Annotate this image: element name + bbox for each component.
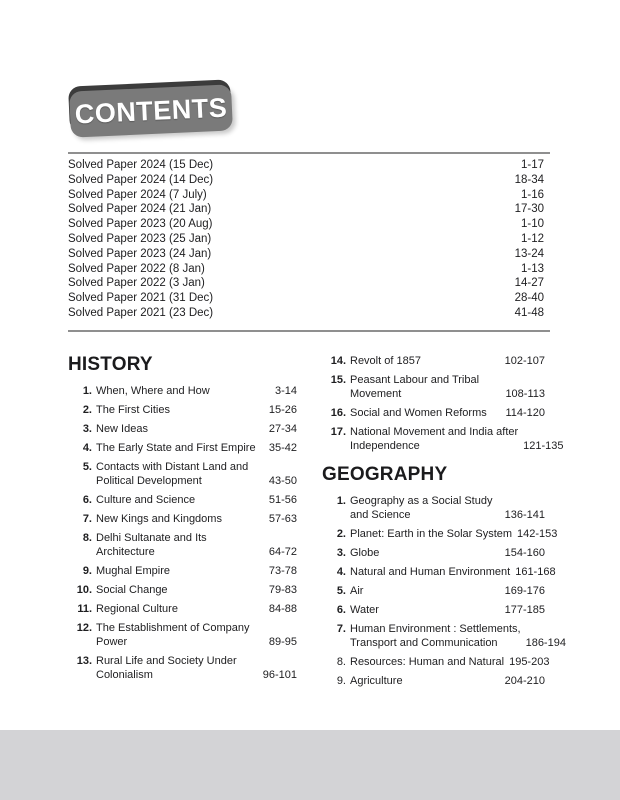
toc-item-title-line: Culture and Science (96, 494, 196, 506)
solved-paper-row (68, 202, 550, 217)
toc-item-pages: 15-26 (268, 404, 297, 416)
solved-papers-divider-bottom (68, 330, 550, 332)
toc-item-title-line: Agriculture (350, 675, 403, 687)
toc-item (68, 403, 297, 417)
toc-item (322, 373, 545, 401)
toc-item-pages: 169-176 (504, 585, 545, 597)
toc-item-pages: 121-135 (523, 440, 564, 452)
toc-item-number: 11. (77, 603, 92, 615)
toc-item-number: 3. (336, 547, 346, 559)
toc-item-title (96, 460, 264, 488)
contents-badge (70, 88, 232, 134)
solved-paper-title: Solved Paper 2022 (8 Jan) (68, 262, 205, 275)
solved-paper-pages: 28-40 (514, 292, 544, 305)
toc-item-title-line: Rural Life and Society Under (96, 655, 237, 667)
toc-item (68, 460, 297, 488)
solved-paper-pages: 18-34 (514, 173, 544, 186)
toc-item-number: 12. (76, 622, 92, 634)
toc-item-pages: 96-101 (262, 669, 297, 681)
toc-item-number: 8. (336, 656, 346, 668)
solved-paper-pages: 1-10 (520, 218, 544, 231)
toc-item-number: 9. (82, 565, 92, 577)
toc-item-pages: 64-72 (268, 546, 297, 558)
toc-item (322, 406, 545, 420)
toc-item-pages: 79-83 (268, 584, 297, 596)
solved-paper-pages: 17-30 (514, 203, 544, 216)
toc-item-pages: 3-14 (274, 385, 297, 397)
toc-item-title-line: New Kings and Kingdoms (96, 513, 222, 525)
toc-item-pages: 154-160 (504, 547, 545, 559)
toc-item-number: 5. (82, 461, 92, 473)
toc-item (322, 622, 566, 650)
toc-item-title-line: Colonialism (96, 669, 153, 681)
toc-item-title-line: Peasant Labour and Tribal (350, 374, 480, 386)
toc-item-title-line: Natural and Human Environment (350, 566, 511, 578)
solved-paper-title: Solved Paper 2024 (14 Dec) (68, 173, 214, 186)
toc-item-title (350, 674, 500, 688)
section-heading-history: HISTORY (68, 354, 153, 375)
toc-item-title (96, 654, 258, 682)
toc-column-right (322, 354, 566, 693)
toc-item-pages: 195-203 (509, 656, 550, 668)
toc-item-pages: 204-210 (504, 675, 545, 687)
toc-item (68, 583, 297, 597)
toc-item (322, 494, 545, 522)
toc-item-number: 2. (336, 528, 346, 540)
toc-item-number: 7. (82, 513, 92, 525)
toc-item-title-line: New Ideas (96, 423, 148, 435)
toc-item-title-line: Social and Women Reforms (350, 407, 487, 419)
toc-item-pages: 136-141 (504, 509, 545, 521)
toc-item-number: 7. (336, 623, 346, 635)
toc-item-title-line: Water (350, 604, 379, 616)
toc-item-title (96, 564, 264, 578)
solved-paper-title: Solved Paper 2023 (24 Jan) (68, 247, 212, 260)
toc-item-title (350, 494, 500, 522)
toc-item-title (350, 655, 504, 669)
toc-item-title-line: The First Cities (96, 404, 170, 416)
toc-item-pages: 27-34 (268, 423, 297, 435)
toc-item (68, 441, 297, 455)
toc-item-number: 2. (82, 404, 92, 416)
toc-item-title (96, 422, 264, 436)
toc-item-title (350, 622, 521, 650)
toc-item (322, 655, 550, 669)
toc-item (68, 422, 297, 436)
toc-columns (68, 354, 566, 693)
solved-paper-pages: 1-16 (520, 188, 544, 201)
solved-paper-row (68, 276, 550, 291)
toc-item-number: 17. (330, 426, 346, 438)
solved-paper-pages: 14-27 (514, 277, 544, 290)
toc-item-title (350, 425, 518, 453)
toc-item-title-line: Planet: Earth in the Solar System (350, 528, 513, 540)
solved-papers-divider-top (68, 152, 550, 154)
toc-column-left (68, 354, 297, 693)
toc-item-title-line: Movement (350, 388, 402, 400)
toc-item-pages: 114-120 (505, 407, 545, 419)
toc-item-pages: 161-168 (515, 566, 556, 578)
toc-item (322, 603, 545, 617)
toc-item-title (350, 406, 500, 420)
toc-item-title-line: Human Environment : Settlements, (350, 623, 521, 635)
solved-paper-title: Solved Paper 2021 (31 Dec) (68, 292, 214, 305)
toc-item-title-line: Resources: Human and Natural (350, 656, 505, 668)
solved-paper-pages: 13-24 (514, 247, 544, 260)
toc-item (322, 565, 556, 579)
solved-paper-title: Solved Paper 2024 (15 Dec) (68, 159, 214, 171)
toc-item-number: 9. (336, 675, 346, 687)
toc-item-pages: 84-88 (268, 603, 297, 615)
toc-item-title-line: National Movement and India after (350, 426, 519, 438)
toc-item-number: 1. (82, 385, 92, 397)
solved-paper-row (68, 158, 550, 173)
toc-item-number: 13. (76, 655, 92, 667)
solved-paper-title: Solved Paper 2023 (20 Aug) (68, 218, 213, 231)
toc-item-title-line: Regional Culture (96, 603, 178, 615)
solved-paper-pages: 1-13 (520, 262, 544, 275)
toc-item-title (350, 584, 500, 598)
toc-item-title (96, 512, 264, 526)
toc-item-pages: 73-78 (268, 565, 297, 577)
solved-paper-pages: 1-12 (520, 232, 544, 245)
solved-paper-title: Solved Paper 2024 (7 July) (68, 188, 207, 201)
toc-item (68, 384, 297, 398)
toc-item (322, 527, 558, 541)
toc-item (68, 654, 297, 682)
toc-item-number: 16. (330, 407, 346, 419)
toc-item-title-line: Geography as a Social Study (350, 495, 493, 507)
toc-item (68, 512, 297, 526)
toc-item-pages: 89-95 (268, 636, 297, 648)
toc-item (68, 602, 297, 616)
solved-paper-row (68, 306, 550, 321)
toc-item-title (96, 493, 264, 507)
toc-item (68, 531, 297, 559)
toc-item-title (96, 403, 264, 417)
solved-paper-title: Solved Paper 2024 (21 Jan) (68, 203, 212, 216)
solved-paper-pages: 1-17 (520, 159, 544, 171)
toc-item-number: 6. (336, 604, 346, 616)
toc-item-title (350, 527, 512, 541)
toc-item-pages: 57-63 (268, 513, 297, 525)
toc-item (322, 425, 564, 453)
toc-item (68, 621, 297, 649)
toc-item (322, 674, 545, 688)
solved-paper-row (68, 247, 550, 262)
toc-item-number: 4. (82, 442, 92, 454)
toc-item-pages: 51-56 (268, 494, 297, 506)
toc-item (322, 354, 545, 368)
solved-paper-title: Solved Paper 2022 (3 Jan) (68, 277, 205, 290)
solved-paper-title: Solved Paper 2023 (25 Jan) (68, 232, 212, 245)
toc-item-title (96, 583, 264, 597)
toc-item-pages: 177-185 (504, 604, 545, 616)
solved-paper-row (68, 291, 550, 306)
toc-item-number: 14. (330, 355, 346, 367)
toc-item-title (96, 602, 264, 616)
toc-item-title-line: Delhi Sultanate and Its (96, 532, 207, 544)
solved-paper-row (68, 217, 550, 232)
toc-item (322, 584, 545, 598)
toc-item-number: 1. (336, 495, 346, 507)
toc-item-number: 6. (82, 494, 92, 506)
toc-item-title-line: Contacts with Distant Land and (96, 461, 249, 473)
toc-item-title-line: The Establishment of Company (96, 622, 250, 634)
toc-item-title-line: Revolt of 1857 (350, 355, 421, 367)
section-heading-geography: GEOGRAPHY (322, 464, 448, 485)
toc-item-title (350, 565, 510, 579)
toc-item-title-line: Social Change (96, 584, 168, 596)
toc-item-pages: 43-50 (268, 475, 297, 487)
solved-papers-list (68, 158, 550, 321)
toc-item-pages: 35-42 (268, 442, 297, 454)
toc-item-pages: 142-153 (517, 528, 558, 540)
toc-item-title (350, 603, 500, 617)
toc-item-pages: 102-107 (504, 355, 545, 367)
toc-item (68, 564, 297, 578)
toc-item-title (350, 373, 500, 401)
toc-item-title (96, 384, 270, 398)
toc-item-title-line: Independence (350, 440, 420, 452)
toc-item-title-line: Architecture (96, 546, 155, 558)
toc-item-title-line: Power (96, 636, 128, 648)
toc-item-number: 5. (336, 585, 346, 597)
toc-item-pages: 108-113 (505, 388, 545, 400)
contents-badge-face (69, 84, 233, 137)
page-title: CONTENTS (74, 92, 228, 129)
toc-item-title-line: Globe (350, 547, 380, 559)
toc-item-title (350, 546, 500, 560)
toc-item-title-line: Political Development (96, 475, 202, 487)
toc-item-number: 8. (82, 532, 92, 544)
toc-item-title-line: The Early State and First Empire (96, 442, 256, 454)
toc-item-title-line: Air (350, 585, 364, 597)
solved-paper-row (68, 262, 550, 277)
toc-item-title (96, 531, 264, 559)
toc-item-number: 3. (82, 423, 92, 435)
toc-item (322, 546, 545, 560)
toc-item-title (96, 441, 264, 455)
toc-item-number: 4. (336, 566, 346, 578)
toc-item-number: 10. (76, 584, 92, 596)
toc-item-number: 15. (330, 374, 346, 386)
toc-item (68, 493, 297, 507)
solved-paper-row (68, 173, 550, 188)
solved-paper-row (68, 232, 550, 247)
toc-item-title-line: and Science (350, 509, 411, 521)
solved-paper-title: Solved Paper 2021 (23 Dec) (68, 306, 214, 319)
footer-bar (0, 730, 620, 800)
toc-item-title-line: Mughal Empire (96, 565, 170, 577)
toc-item-pages: 186-194 (525, 637, 566, 649)
solved-paper-pages: 41-48 (514, 306, 544, 319)
solved-paper-row (68, 188, 550, 203)
toc-item-title-line: Transport and Communication (350, 637, 498, 649)
toc-item-title (96, 621, 264, 649)
toc-item-title-line: When, Where and How (96, 385, 210, 397)
toc-item-title (350, 354, 500, 368)
